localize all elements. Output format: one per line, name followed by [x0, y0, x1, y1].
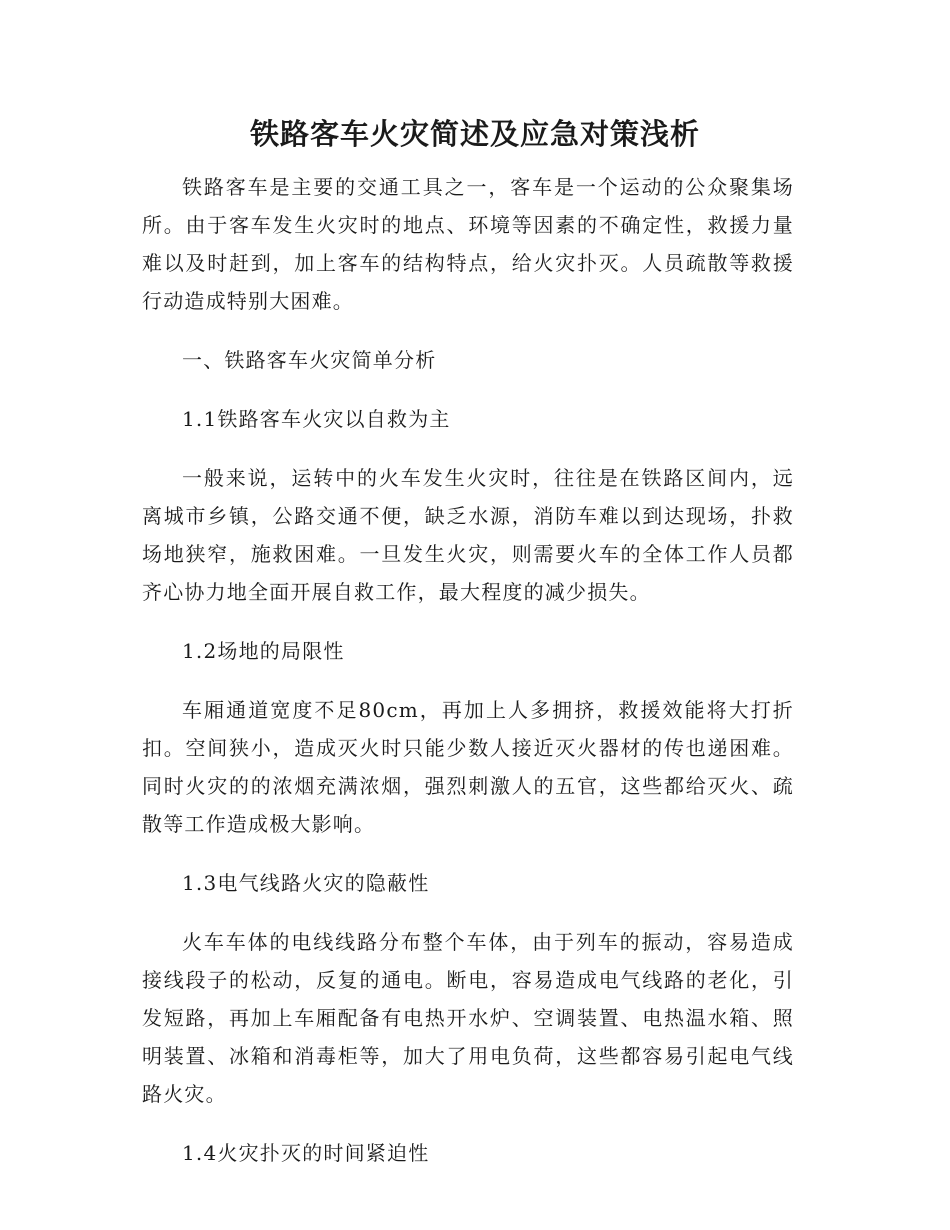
paragraph-1-2: 车厢通道宽度不足80cm，再加上人多拥挤，救援效能将大打折扣。空间狭小，造成灭火时只能少数人接近灭火器材的传也递困难。同时火灾的的浓烟充满浓烟，强烈刺激人的五官，这些都给灭火、疏散等工作造成极大影响。 [142, 698, 794, 836]
subsection-heading-1-3: 1.3电气线路火灾的隐蔽性 [182, 871, 430, 895]
document-title: 铁路客车火灾简述及应急对策浅析 [249, 117, 700, 151]
paragraph-1-1: 一般来说，运转中的火车发生火灾时，往往是在铁路区间内，远离城市乡镇，公路交通不便，缺乏水源，消防车难以到达现场，扑救场地狭窄，施救困难。一旦发生火灾，则需要火车的全体工作人员都齐心协力地全面开展自救工作，最大程度的减少损失。 [142, 466, 794, 604]
subsection-heading-1-2: 1.2场地的局限性 [182, 639, 345, 663]
subsection-heading-1-4: 1.4火灾扑灭的时间紧迫性 [182, 1141, 430, 1165]
paragraph-intro: 铁路客车是主要的交通工具之一，客车是一个运动的公众聚集场所。由于客车发生火灾时的地点、环境等因素的不确定性，救援力量难以及时赶到，加上客车的结构特点，给火灾扑灭。人员疏散等救援行动造成特别大困难。 [142, 175, 794, 313]
paragraph-1-3: 火车车体的电线线路分布整个车体，由于列车的振动，容易造成接线段子的松动，反复的通电。断电，容易造成电气线路的老化，引发短路，再加上车厢配备有电热开水炉、空调装置、电热温水箱、照明装置、冰箱和消毒柜等，加大了用电负荷，这些都容易引起电气线路火灾。 [142, 930, 794, 1106]
section-heading-1: 一、铁路客车火灾简单分析 [182, 348, 437, 372]
subsection-heading-1-1: 1.1铁路客车火灾以自救为主 [182, 407, 451, 431]
